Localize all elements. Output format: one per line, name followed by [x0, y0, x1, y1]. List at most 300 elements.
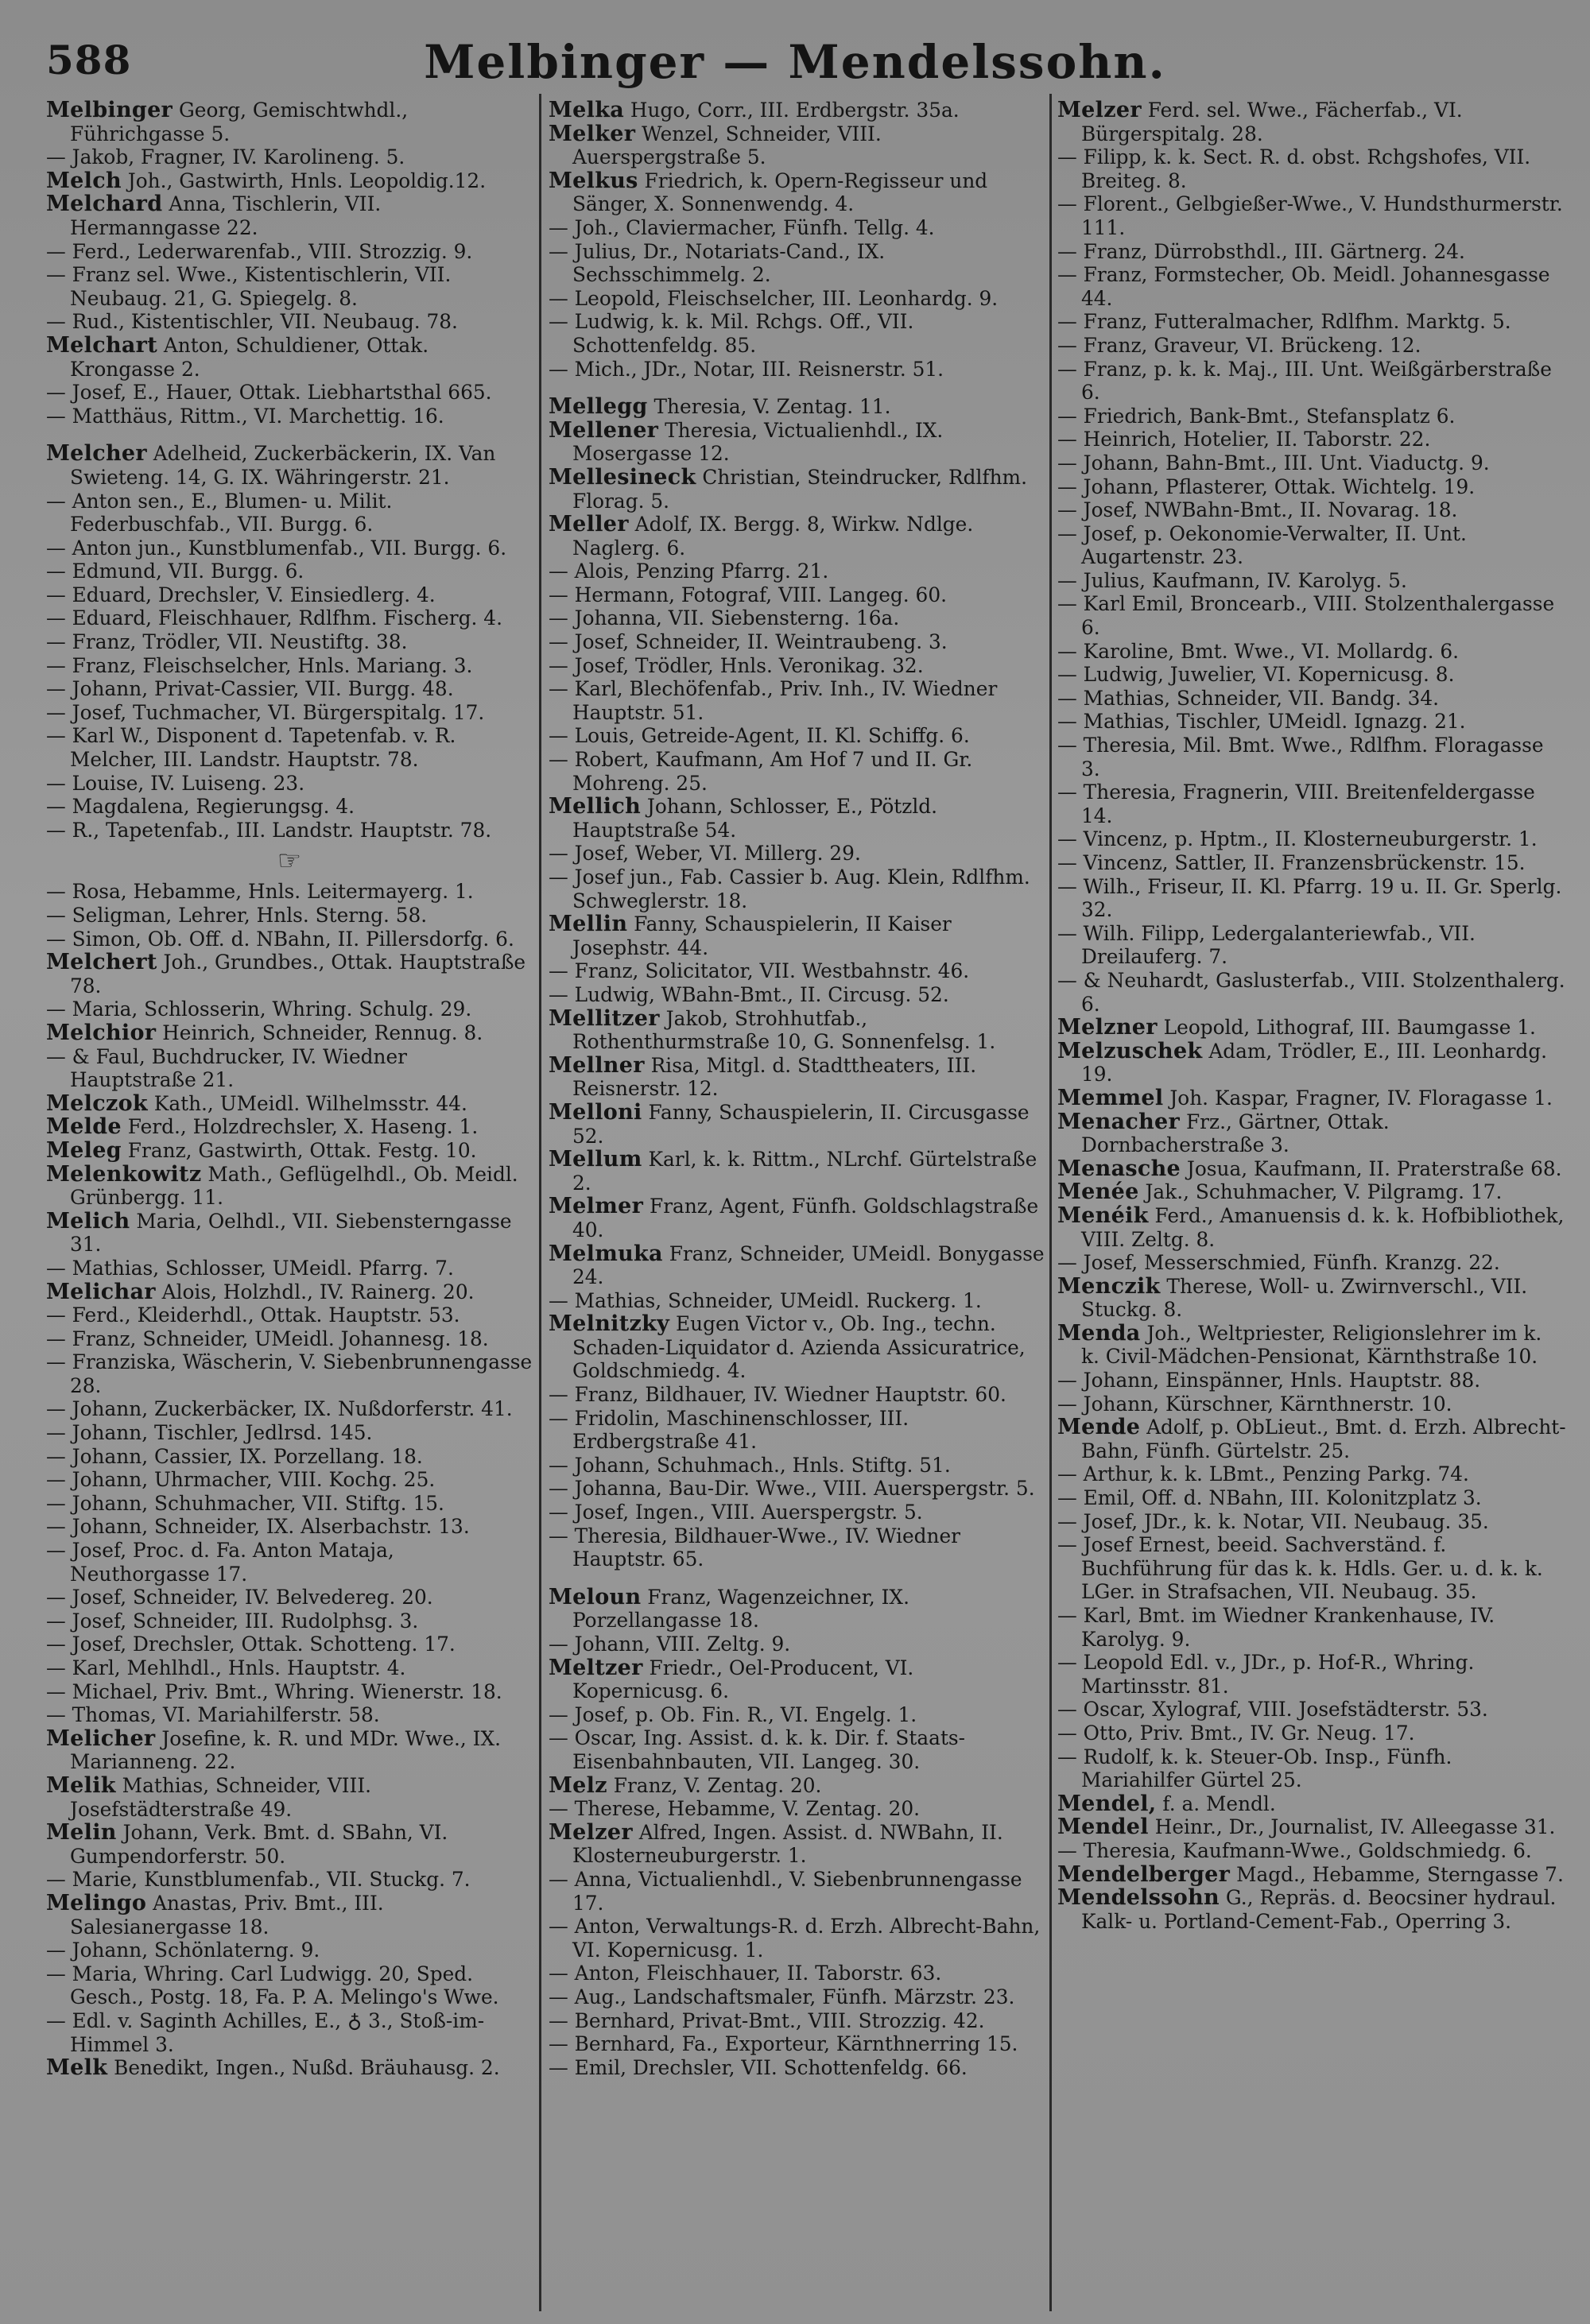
- directory-entry: [1057, 734, 1566, 780]
- entry-text: — Josef, E., Hauer, Ottak. Liebhartsthal 665.: [46, 381, 492, 405]
- directory-entry: [1057, 1462, 1566, 1486]
- entry-surname: Melchert: [46, 950, 157, 975]
- entry-text: Magd., Hebamme, Sterngasse 7.: [1230, 1862, 1564, 1886]
- entry-text: — Vincenz, p. Hptm., II. Klosterneuburgerstr. 1.: [1057, 827, 1538, 851]
- directory-entry: [46, 1421, 533, 1445]
- directory-entry: [46, 1021, 533, 1045]
- entry-text: — Bernhard, Fa., Exporteur, Kärnthnerring 15.: [549, 2032, 1018, 2056]
- entry-surname: Mellum: [549, 1147, 642, 1172]
- directory-entry: [1057, 827, 1566, 851]
- entry-text: Franz, Gastwirth, Ottak. Festg. 10.: [121, 1138, 477, 1162]
- entry-text: — Karoline, Bmt. Wwe., VI. Mollardg. 6.: [1057, 639, 1459, 663]
- entry-text: — Ferd., Lederwarenfab., VIII. Strozzig. 9.: [46, 239, 473, 263]
- directory-entry: [1057, 1486, 1566, 1510]
- entry-text: — Simon, Ob. Off. d. NBahn, II. Pillersdorfg. 6.: [46, 927, 514, 951]
- entry-text: — Rudolf, k. k. Steuer-Ob. Insp., Fünfh. Mariahilfer Gürtel 25.: [1057, 1745, 1452, 1792]
- column-3: [1057, 99, 1566, 2316]
- directory-entry: [549, 419, 1048, 466]
- entry-surname: Mellegg: [549, 394, 648, 420]
- entry-text: — Ludwig, WBahn-Bmt., II. Circusg. 52.: [549, 982, 949, 1006]
- entry-surname: Melzer: [549, 1819, 633, 1845]
- entry-text: — Josef, Drechsler, Ottak. Schotteng. 17.: [46, 1633, 456, 1656]
- entry-text: Risa, Mitgl. d. Stadttheaters, III. Reisnerstr. 12.: [572, 1053, 977, 1101]
- entry-surname: Melnitzky: [549, 1311, 670, 1337]
- entry-text: Alois, Holzhdl., IV. Rainerg. 20.: [155, 1280, 475, 1303]
- directory-entry: [46, 263, 533, 310]
- directory-entry: [549, 122, 1048, 169]
- entry-surname: Melz: [549, 1772, 607, 1798]
- entry-text: Math., Geflügelhdl., Ob. Meidl. Grünbergg. 11.: [70, 1162, 518, 1210]
- directory-entry: [1057, 358, 1566, 405]
- directory-entry: [1057, 522, 1566, 569]
- entry-text: — Hermann, Fotograf, VIII. Langeg. 60.: [549, 583, 947, 606]
- column-1: [46, 99, 533, 2316]
- entry-text: — Johann, Bahn-Bmt., III. Unt. Viaductg. 9.: [1057, 451, 1490, 474]
- entry-text: — Josef, JDr., k. k. Notar, VII. Neubaug. 35.: [1057, 1509, 1489, 1533]
- entry-text: — R., Tapetenfab., III. Landstr. Hauptstr. 78.: [46, 818, 492, 842]
- entry-text: — Franz sel. Wwe., Kistentischlerin, VII. Neubaug. 21, G. Spiegelg. 8.: [46, 263, 452, 310]
- directory-entry: [549, 1726, 1048, 1773]
- directory-entry: [46, 1139, 533, 1163]
- entry-text: — Johanna, VII. Siebensterng. 16a.: [549, 606, 900, 630]
- entry-text: Friedrich, k. Opern-Regisseur und Sänger, X. Sonnenwendg. 4.: [572, 168, 988, 216]
- entry-text: Ferd., Amanuensis d. k. k. Hofbibliothek, VIII. Zeltg. 8.: [1081, 1203, 1565, 1251]
- directory-entry: [1057, 1204, 1566, 1251]
- directory-entry: [46, 795, 533, 819]
- directory-entry: [46, 490, 533, 536]
- entry-surname: Melker: [549, 121, 636, 146]
- entry-surname: Menée: [1057, 1179, 1139, 1205]
- directory-entry: [1057, 875, 1566, 922]
- entry-text: — & Faul, Buchdrucker, IV. Wiedner Hauptstraße 21.: [46, 1044, 407, 1092]
- directory-entry: [1057, 710, 1566, 734]
- entry-text: Ferd. sel. Wwe., Fächerfab., VI. Bürgerspitalg. 28.: [1081, 99, 1463, 145]
- entry-text: — Johann, Tischler, Jedlrsd. 145.: [46, 1421, 373, 1445]
- directory-entry: [549, 583, 1048, 607]
- entry-surname: Mellin: [549, 912, 628, 937]
- entry-text: — Josef, Schneider, II. Weintraubeng. 3.: [549, 630, 948, 654]
- entry-surname: Melzner: [1057, 1015, 1158, 1040]
- directory-entry: [46, 1397, 533, 1421]
- entry-text: Kath., UMeidl. Wilhelmsstr. 44.: [147, 1091, 467, 1115]
- entry-text: — Josef, Messerschmied, Fünfh. Kranzg. 22.: [1057, 1251, 1500, 1275]
- entry-surname: Melchior: [46, 1020, 157, 1045]
- directory-entry: [549, 983, 1048, 1007]
- directory-entry: [46, 1492, 533, 1516]
- entry-text: — Filipp, k. k. Sect. R. d. obst. Rchgshofes, VII. Breiteg. 8.: [1057, 145, 1531, 192]
- directory-entry: [549, 1985, 1048, 2009]
- entry-text: — Wilh. Filipp, Ledergalanteriewfab., VII. Dreilauferg. 7.: [1057, 921, 1476, 969]
- directory-entry: [549, 1101, 1048, 1148]
- directory-entry: [549, 1195, 1048, 1241]
- entry-text: Johann, Schlosser, E., Pötzld. Hauptstraße 54.: [572, 795, 938, 842]
- directory-entry: [549, 466, 1048, 513]
- directory-entry: [549, 1454, 1048, 1478]
- entry-text: Johann, Verk. Bmt. d. SBahn, VI. Gumpendorferstr. 50.: [70, 1821, 448, 1868]
- entry-text: — Mich., JDr., Notar, III. Reisnerstr. 51.: [549, 357, 944, 381]
- directory-entry: [46, 1727, 533, 1774]
- directory-entry: [1057, 1086, 1566, 1110]
- directory-entry: [46, 928, 533, 951]
- entry-text: — Florent., Gelbgießer-Wwe., V. Hundsthurmerstr. 111.: [1057, 192, 1563, 239]
- entry-text: — Seligman, Lehrer, Hnls. Sterng. 58.: [46, 904, 428, 927]
- entry-text: — Rosa, Hebamme, Hnls. Leitermayerg. 1.: [46, 880, 474, 904]
- entry-surname: Meleg: [46, 1137, 122, 1163]
- entry-text: — Johann, Schönlaterng. 9.: [46, 1939, 320, 1962]
- entry-text: — Julius, Dr., Notariats-Cand., IX. Sechsschimmelg. 2.: [549, 239, 886, 287]
- directory-entry: [46, 819, 533, 842]
- directory-entry: [549, 959, 1048, 983]
- entry-text: — Therese, Hebamme, V. Zentag. 20.: [549, 1797, 921, 1821]
- directory-entry: [1057, 1722, 1566, 1745]
- entry-text: Franz, Schneider, UMeidl. Bonygasse 24.: [572, 1241, 1045, 1289]
- entry-text: — Anton, Fleischhauer, II. Taborstr. 63.: [549, 1962, 942, 1985]
- directory-entry: [46, 1892, 533, 1939]
- entry-text: — Eduard, Drechsler, V. Einsiedlerg. 4.: [46, 583, 436, 606]
- directory-entry: [549, 216, 1048, 240]
- entry-text: — Josef, Proc. d. Fa. Anton Mataja, Neuthorgasse 17.: [46, 1539, 394, 1586]
- entry-text: Fanny, Schauspielerin, II. Circusgasse 52.: [572, 1100, 1030, 1148]
- entry-text: — Otto, Priv. Bmt., IV. Gr. Neug. 17.: [1057, 1721, 1415, 1745]
- entry-surname: Mellner: [549, 1052, 645, 1078]
- entry-text: — Johann, Schuhmach., Hnls. Stiftg. 51.: [549, 1453, 951, 1477]
- directory-entry: [1057, 1392, 1566, 1416]
- entry-surname: Melka: [549, 99, 625, 122]
- directory-entry: [46, 904, 533, 928]
- directory-entry: [1057, 922, 1566, 969]
- entry-text: — Karl, Mehlhdl., Hnls. Hauptstr. 4.: [46, 1656, 406, 1679]
- entry-text: — Johann, VIII. Zeltg. 9.: [549, 1633, 791, 1656]
- column-divider: [539, 94, 541, 2311]
- directory-entry: [46, 1092, 533, 1116]
- entry-text: Fanny, Schauspielerin, II Kaiser Josephstr. 44.: [572, 912, 952, 959]
- directory-entry: [549, 2056, 1048, 2080]
- entry-text: Theresia, V. Zentag. 11.: [647, 395, 891, 419]
- directory-entry: [1057, 1839, 1566, 1863]
- entry-text: — Mathias, Tischler, UMeidl. Ignazg. 21.: [1057, 710, 1466, 734]
- entry-text: — Mathias, Schneider, UMeidl. Ruckerg. 1.: [549, 1288, 982, 1312]
- entry-text: — Franz, Fleischselcher, Hnls. Mariang. 3.: [46, 653, 473, 677]
- entry-surname: Melingo: [46, 1890, 147, 1915]
- entry-text: — Aug., Landschaftsmaler, Fünfh. Märzstr. 23.: [549, 1985, 1015, 2008]
- entry-surname: Mendelssohn: [1057, 1885, 1220, 1911]
- entry-text: — Louise, IV. Luiseng. 23.: [46, 771, 305, 795]
- directory-entry: [46, 701, 533, 725]
- entry-text: Therese, Woll- u. Zwirnverschl., VII. Stuckg. 8.: [1081, 1274, 1528, 1322]
- directory-entry: [46, 1115, 533, 1139]
- entry-text: Benedikt, Ingen., Nußd. Bräuhausg. 2.: [107, 2056, 500, 2080]
- entry-surname: Mende: [1057, 1415, 1141, 1440]
- directory-entry: [46, 1633, 533, 1656]
- directory-entry: [46, 560, 533, 583]
- entry-text: — Friedrich, Bank-Bmt., Stefansplatz 6.: [1057, 404, 1456, 428]
- directory-entry: [1057, 1815, 1566, 1839]
- entry-text: — Theresia, Mil. Bmt. Wwe., Rdlfhm. Floragasse 3.: [1057, 734, 1544, 780]
- directory-entry: [549, 169, 1048, 216]
- entry-text: G., Repräs. d. Beocsiner hydraul. Kalk- u. Portland-Cement-Fab., Operring 3.: [1081, 1886, 1557, 1933]
- directory-entry: [46, 1045, 533, 1092]
- entry-text: — Anton sen., E., Blumen- u. Milit. Federbuschfab., VII. Burgg. 6.: [46, 489, 393, 536]
- directory-entry: [1057, 780, 1566, 827]
- entry-surname: Mellener: [549, 417, 659, 443]
- directory-entry: [1057, 310, 1566, 334]
- directory-entry: [46, 381, 533, 405]
- directory-entry: [1057, 1533, 1566, 1604]
- entry-text: — Johann, Privat-Cassier, VII. Burgg. 48.: [46, 677, 454, 701]
- directory-entry: [46, 1445, 533, 1469]
- directory-entry: [1057, 498, 1566, 522]
- entry-surname: Mellesineck: [549, 464, 696, 490]
- directory-entry: [46, 99, 533, 145]
- entry-surname: Menczik: [1057, 1273, 1161, 1299]
- directory-entry: [46, 240, 533, 264]
- entry-surname: Melcher: [46, 441, 147, 467]
- entry-text: — Franz, Graveur, VI. Brückeng. 12.: [1057, 333, 1421, 357]
- entry-surname: Melbinger: [46, 99, 173, 122]
- entry-text: — Josef, Schneider, III. Rudolphsg. 3.: [46, 1609, 419, 1633]
- entry-text: — Maria, Schlosserin, Whring. Schulg. 29.: [46, 997, 472, 1021]
- entry-text: Adelheid, Zuckerbäckerin, IX. Van Swieteng. 14, G. IX. Währingerstr. 21.: [70, 442, 496, 489]
- entry-text: Heinr., Dr., Journalist, IV. Alleegasse 31.: [1148, 1815, 1556, 1839]
- directory-entry: [1057, 240, 1566, 264]
- entry-text: — Johann, Cassier, IX. Porzellang. 18.: [46, 1444, 423, 1468]
- entry-surname: Mendelberger: [1057, 1861, 1231, 1887]
- directory-entry: [46, 169, 533, 193]
- directory-entry: [549, 1312, 1048, 1383]
- entry-surname: Melkus: [549, 168, 638, 193]
- entry-text: — Matthäus, Rittm., VI. Marchettig. 16.: [46, 404, 444, 428]
- entry-text: — Josef Ernest, beeid. Sachverständ. f. Buchführung für das k. k. Hdls. Ger. u. d. k. k. LGer. in Strafsachen, VII. Neubaug. 35.: [1057, 1533, 1543, 1604]
- entry-text: — Wilh., Friseur, II. Kl. Pfarrg. 19 u. II. Gr. Sperlg. 32.: [1057, 874, 1562, 922]
- entry-surname: Menéik: [1057, 1203, 1149, 1228]
- entry-text: Franz, Agent, Fünfh. Goldschlagstraße 40.: [572, 1195, 1039, 1241]
- directory-entry: [1057, 263, 1566, 310]
- entry-text: — Josef jun., Fab. Cassier b. Aug. Klein, Rdlfhm. Schweglerstr. 18.: [549, 866, 1030, 912]
- directory-entry: [549, 606, 1048, 630]
- directory-entry: [46, 1774, 533, 1821]
- directory-entry: [46, 1303, 533, 1327]
- entry-text: — Bernhard, Privat-Bmt., VIII. Strozzig. 42.: [549, 2008, 985, 2032]
- entry-text: Mathias, Schneider, VIII. Josefstädterstraße 49.: [70, 1773, 372, 1821]
- entry-text: — Michael, Priv. Bmt., Whring. Wienerstr. 18.: [46, 1679, 502, 1703]
- entry-text: Heinrich, Schneider, Rennug. 8.: [156, 1021, 483, 1044]
- entry-text: — Johann, Kürschner, Kärnthnerstr. 10.: [1057, 1392, 1452, 1416]
- entry-gap: [549, 1571, 1048, 1586]
- entry-text: — Alois, Penzing Pfarrg. 21.: [549, 560, 829, 583]
- entry-text: Leopold, Lithograf, III. Baumgasse 1.: [1157, 1016, 1536, 1040]
- directory-entry: [549, 842, 1048, 866]
- pointing-hand-icon: ☞: [277, 845, 302, 877]
- column-2: [549, 99, 1048, 2316]
- entry-gap: [46, 428, 533, 442]
- entry-text: Wenzel, Schneider, VIII. Auerspergstraße 5.: [572, 122, 882, 169]
- directory-entry: [1057, 1369, 1566, 1392]
- entry-text: Joh. Kaspar, Fragner, IV. Floragasse 1.: [1163, 1086, 1553, 1110]
- entry-text: — Franz, Solicitator, VII. Westbahnstr. 46.: [549, 959, 970, 983]
- directory-entry: [46, 1962, 533, 2009]
- directory-entry: [1057, 663, 1566, 687]
- directory-entry: [46, 1539, 533, 1586]
- entry-text: — Josef, Trödler, Hnls. Veronikag. 32.: [549, 653, 924, 677]
- directory-entry: [549, 1007, 1048, 1054]
- entry-text: — Magdalena, Regierungsg. 4.: [46, 795, 355, 819]
- entry-text: Adolf, p. ObLieut., Bmt. d. Erzh. Albrecht-Bahn, Fünfh. Gürtelstr. 25.: [1081, 1416, 1566, 1462]
- directory-entry: [549, 287, 1048, 311]
- directory-entry: [549, 240, 1048, 287]
- entry-text: — Karl, Bmt. im Wiedner Krankenhause, IV. Karolyg. 9.: [1057, 1604, 1495, 1651]
- entry-text: — Louis, Getreide-Agent, II. Kl. Schiffg. 6.: [549, 724, 970, 748]
- entry-text: — Josef, NWBahn-Bmt., II. Novarag. 18.: [1057, 498, 1458, 522]
- entry-text: — Ludwig, k. k. Mil. Rchgs. Off., VII. Schottenfeldg. 85.: [549, 310, 914, 357]
- directory-entry: [46, 1515, 533, 1539]
- directory-entry: [549, 748, 1048, 795]
- directory-entry: [1057, 1886, 1566, 1933]
- entry-text: — Josef, Tuchmacher, VI. Bürgerspitalg. 17.: [46, 700, 485, 724]
- entry-text: — Arthur, k. k. LBmt., Penzing Parkg. 74.: [1057, 1462, 1469, 1486]
- entry-surname: Melch: [46, 168, 122, 193]
- directory-entry: [1057, 1251, 1566, 1275]
- directory-entry: [1057, 1698, 1566, 1722]
- entry-text: — Ferd., Kleiderhdl., Ottak. Hauptstr. 53.: [46, 1303, 460, 1327]
- directory-entry: [1057, 334, 1566, 358]
- directory-entry: [46, 1680, 533, 1704]
- entry-text: — Emil, Drechsler, VII. Schottenfeldg. 66.: [549, 2055, 968, 2079]
- directory-entry: [549, 795, 1048, 842]
- directory-entry: [1057, 1416, 1566, 1462]
- directory-entry: [1057, 1110, 1566, 1157]
- directory-entry: [549, 1821, 1048, 1868]
- directory-entry: [549, 1703, 1048, 1727]
- entry-text: — Franz, Bildhauer, IV. Wiedner Hauptstr. 60.: [549, 1383, 1006, 1407]
- directory-entry: [549, 1868, 1048, 1915]
- directory-entry: [1057, 192, 1566, 239]
- directory-entry: [46, 192, 533, 239]
- directory-entry: [1057, 1180, 1566, 1204]
- directory-entry: [46, 1656, 533, 1680]
- page-header: [0, 37, 1590, 100]
- entry-text: — Franziska, Wäscherin, V. Siebenbrunnengasse 28.: [46, 1350, 533, 1397]
- directory-entry: [1057, 1792, 1566, 1816]
- directory-entry: [46, 951, 533, 997]
- directory-entry: [549, 1501, 1048, 1524]
- directory-entry: [1057, 1745, 1566, 1792]
- entry-text: — Heinrich, Hotelier, II. Taborstr. 22.: [1057, 428, 1431, 451]
- directory-entry: [549, 866, 1048, 912]
- entry-surname: Menasche: [1057, 1156, 1181, 1181]
- entry-text: — Jakob, Fragner, IV. Karolineng. 5.: [46, 145, 405, 169]
- entry-text: Alfred, Ingen. Assist. d. NWBahn, II. Klosterneuburgerstr. 1.: [572, 1820, 1003, 1868]
- entry-surname: Melenkowitz: [46, 1161, 202, 1187]
- entry-text: — Johann, Schuhmacher, VII. Stiftg. 15.: [46, 1491, 444, 1515]
- directory-entry: [1057, 99, 1566, 145]
- directory-entry: [1057, 1157, 1566, 1181]
- entry-surname: Melzer: [1057, 99, 1142, 122]
- entry-surname: Melmuka: [549, 1241, 663, 1266]
- directory-entry: [1057, 1040, 1566, 1086]
- directory-entry: [549, 358, 1048, 382]
- directory-entry: [46, 724, 533, 771]
- entry-text: — Edl. v. Saginth Achilles, E., ♁ 3., Stoß-im-Himmel 3.: [46, 2008, 485, 2056]
- entry-surname: Mendel,: [1057, 1791, 1157, 1816]
- directory-entry: [1057, 592, 1566, 639]
- directory-entry: [549, 395, 1048, 419]
- entry-text: f. a. Mendl.: [1156, 1791, 1276, 1815]
- directory-entry: [1057, 1016, 1566, 1040]
- entry-text: — Julius, Kaufmann, IV. Karolyg. 5.: [1057, 568, 1407, 592]
- entry-text: — Ludwig, Juwelier, VI. Kopernicusg. 8.: [1057, 663, 1455, 687]
- entry-surname: Melik: [46, 1772, 116, 1798]
- entry-text: — Edmund, VII. Burgg. 6.: [46, 560, 304, 583]
- directory-entry: [549, 2032, 1048, 2056]
- entry-text: Hugo, Corr., III. Erdbergstr. 35a.: [624, 99, 960, 122]
- directory-entry: [549, 2009, 1048, 2033]
- entry-text: Jak., Schuhmacher, V. Pilgramg. 17.: [1138, 1180, 1503, 1204]
- entry-text: Josua, Kaufmann, II. Praterstraße 68.: [1181, 1156, 1562, 1180]
- entry-text: Georg, Gemischtwhdl., Führichgasse 5.: [70, 99, 409, 145]
- entry-text: — Johann, Schneider, IX. Alserbachstr. 13.: [46, 1515, 470, 1539]
- entry-text: Karl, k. k. Rittm., NLrchf. Gürtelstraße 2.: [572, 1148, 1037, 1195]
- entry-text: — Josef, p. Oekonomie-Verwalter, II. Unt. Augartenstr. 23.: [1057, 521, 1467, 569]
- entry-text: Eugen Victor v., Ob. Ing., techn. Schaden-Liquidator d. Azienda Assicuratrice, Goldschmiedg. 4.: [572, 1312, 1026, 1383]
- directory-entry: [46, 1821, 533, 1868]
- entry-text: — Franz, Trödler, VII. Neustiftg. 38.: [46, 630, 408, 654]
- directory-entry: [549, 1242, 1048, 1289]
- entry-text: — Emil, Off. d. NBahn, III. Kolonitzplatz 3.: [1057, 1486, 1482, 1510]
- entry-text: — Theresia, Fragnerin, VIII. Breitenfeldergasse 14.: [1057, 780, 1535, 827]
- directory-entry: [549, 1524, 1048, 1571]
- directory-entry: [46, 772, 533, 796]
- directory-entry: [549, 677, 1048, 724]
- directory-entry: [46, 1468, 533, 1492]
- directory-entry: [1057, 405, 1566, 428]
- entry-text: — Eduard, Fleischhauer, Rdlfhm. Fischerg. 4.: [46, 606, 502, 630]
- entry-text: — Vincenz, Sattler, II. Franzensbrückenstr. 15.: [1057, 851, 1526, 874]
- entry-text: — Thomas, VI. Mariahilferstr. 58.: [46, 1703, 380, 1727]
- directory-entry: [46, 145, 533, 169]
- entry-text: Ferd., Holzdrechsler, X. Haseng. 1.: [121, 1115, 479, 1139]
- entry-text: — Oscar, Ing. Assist. d. k. k. Dir. f. Staats-Eisenbahnbauten, VII. Langeg. 30.: [549, 1726, 966, 1773]
- entry-surname: Meloun: [549, 1584, 642, 1609]
- entry-text: — Mathias, Schlosser, UMeidl. Pfarrg. 7.: [46, 1256, 454, 1280]
- entry-text: — & Neuhardt, Gaslusterfab., VIII. Stolzenthalerg. 6.: [1057, 968, 1565, 1016]
- entry-text: — Franz, p. k. k. Maj., III. Unt. Weißgärberstraße 6.: [1057, 357, 1552, 405]
- column-divider: [1049, 94, 1052, 2311]
- entry-text: Adolf, IX. Bergg. 8, Wirkw. Ndlge. Naglerg. 6.: [572, 513, 974, 560]
- directory-entry: [549, 560, 1048, 583]
- directory-entry: [1057, 851, 1566, 875]
- directory-entry: [1057, 640, 1566, 664]
- entry-surname: Melicher: [46, 1726, 156, 1751]
- directory-entry: [549, 630, 1048, 654]
- entry-text: — Johanna, Bau-Dir. Wwe., VIII. Auerspergstr. 5.: [549, 1477, 1035, 1501]
- entry-text: — Johann, Zuckerbäcker, IX. Nußdorferstr. 41.: [46, 1397, 513, 1421]
- entry-text: — Oscar, Xylograf, VIII. Josefstädterstr. 53.: [1057, 1698, 1488, 1722]
- directory-entry: [1057, 969, 1566, 1016]
- entry-text: — Robert, Kaufmann, Am Hof 7 und II. Gr. Mohreng. 25.: [549, 748, 973, 795]
- entry-text: — Karl, Blechöfenfab., Priv. Inh., IV. Wiedner Hauptstr. 51.: [549, 677, 998, 724]
- entry-surname: Mellitzer: [549, 1005, 660, 1031]
- entry-surname: Melczok: [46, 1090, 148, 1116]
- directory-entry: [1057, 1275, 1566, 1322]
- directory-entry: [549, 1797, 1048, 1821]
- entry-surname: Menacher: [1057, 1109, 1181, 1134]
- directory-entry: [549, 1915, 1048, 1962]
- entry-text: — Maria, Whring. Carl Ludwigg. 20, Sped. Gesch., Postg. 18, Fa. P. A. Melingo's Wwe.: [46, 1962, 499, 2009]
- entry-text: Joh., Gastwirth, Hnls. Leopoldig.12.: [121, 168, 487, 192]
- directory-entry: [1057, 569, 1566, 593]
- directory-entry: [46, 1586, 533, 1609]
- directory-entry: [549, 724, 1048, 748]
